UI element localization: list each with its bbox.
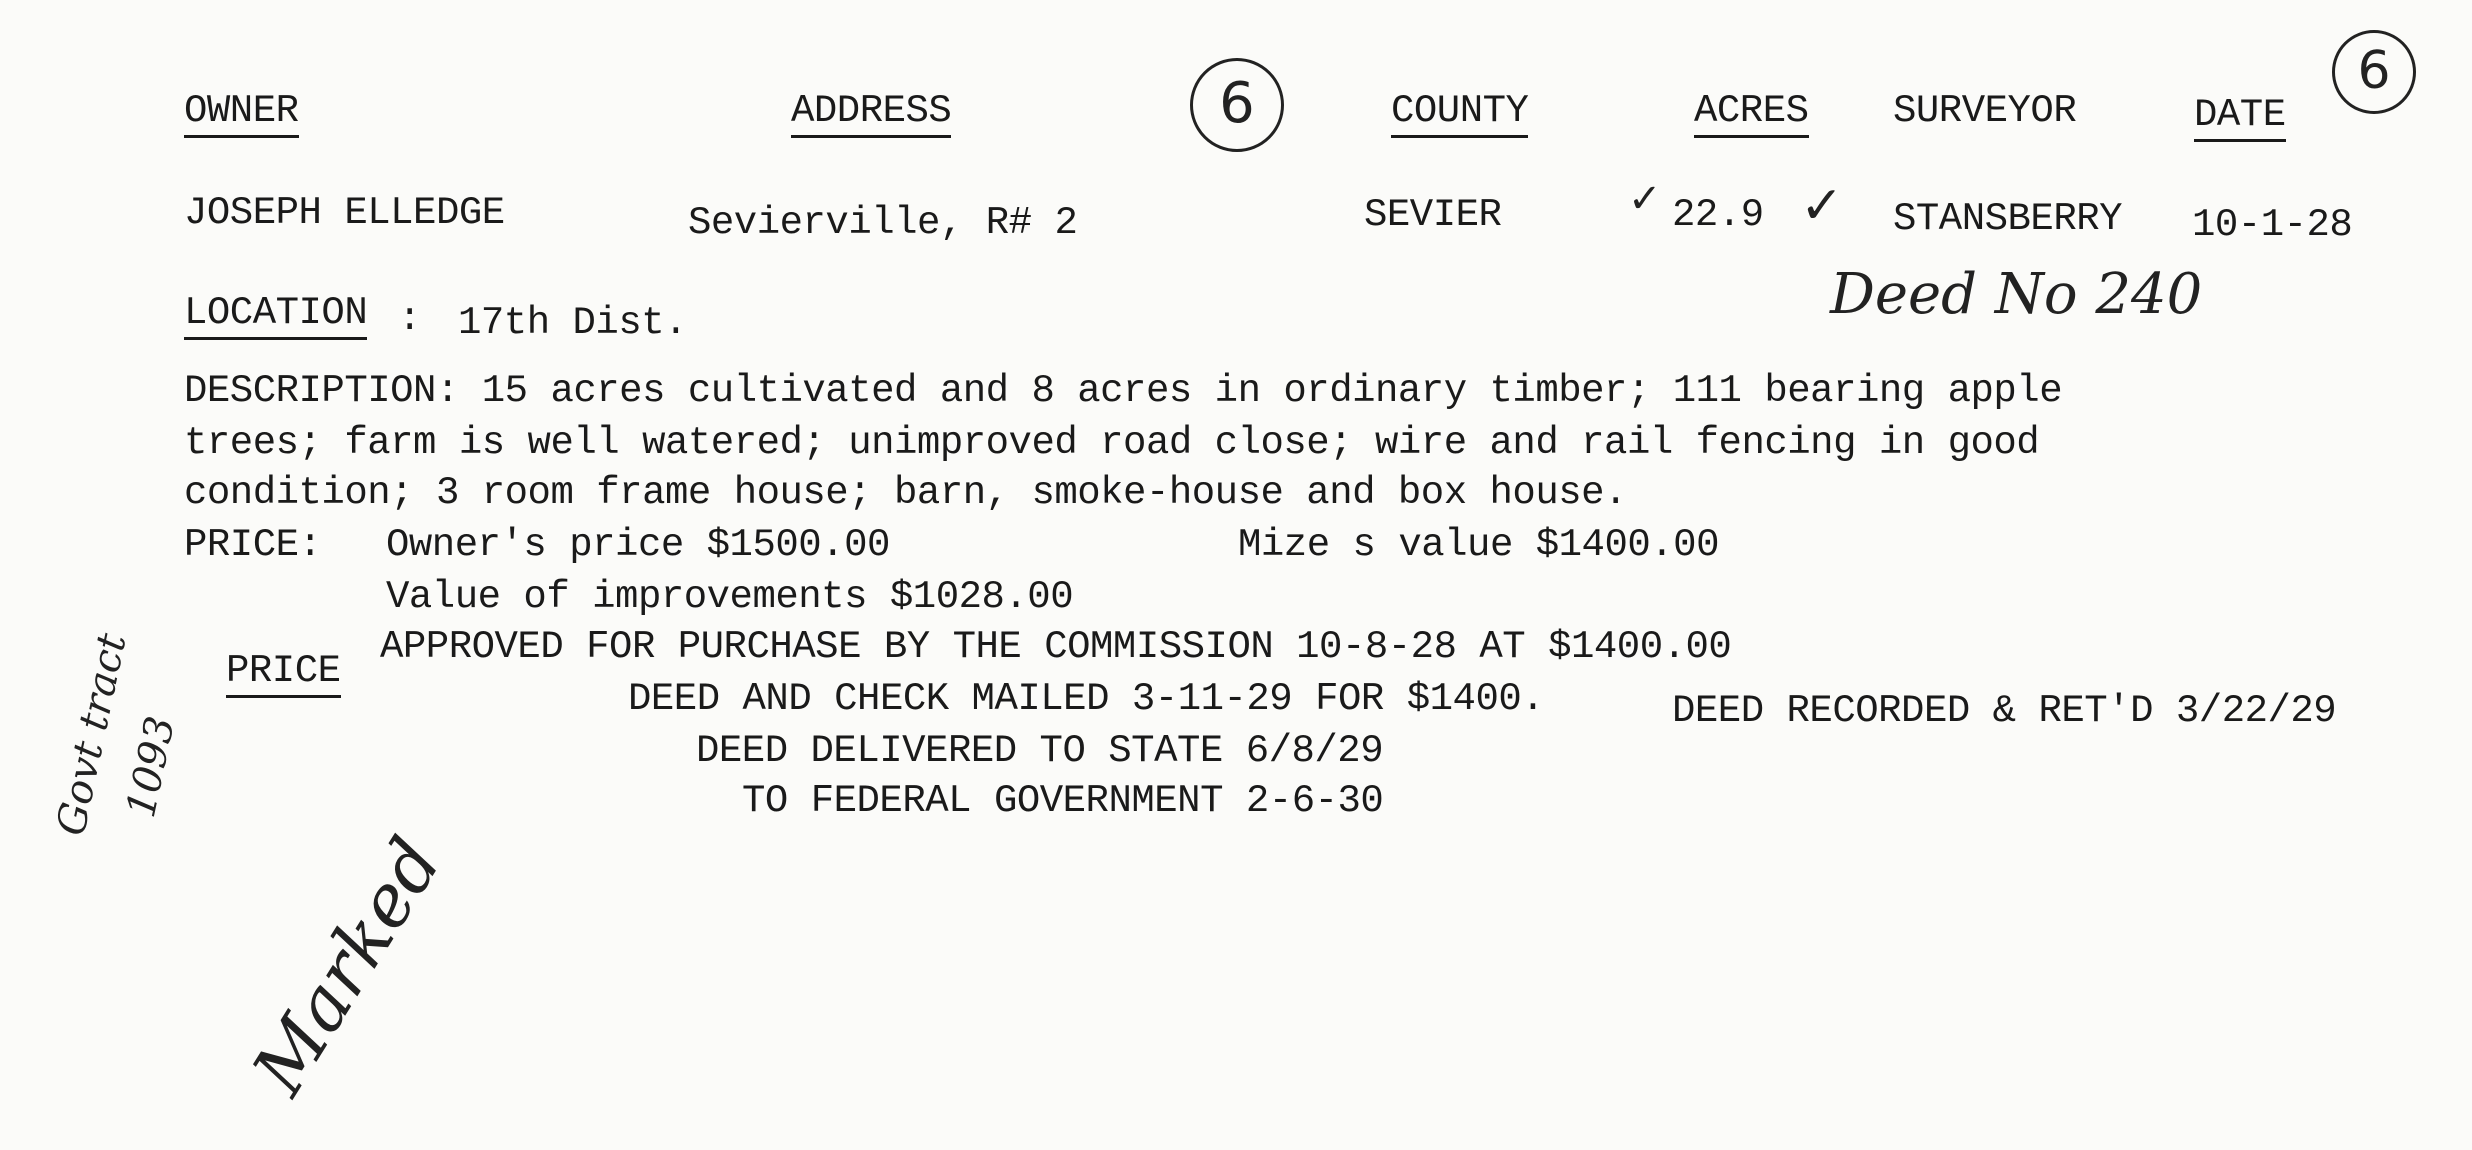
deed-delivered-state: DEED DELIVERED TO STATE 6/8/29 [696,729,1384,773]
record-address: Sevierville, R# 2 [688,201,1078,245]
header-address: ADDRESS [791,92,951,138]
price-section-label: PRICE [226,652,341,698]
header-acres: ACRES [1694,92,1809,138]
approved-for-purchase: APPROVED FOR PURCHASE BY THE COMMISSION 10-8-28 AT $1400.00 [380,625,1732,669]
handwritten-signature: Marked [236,823,458,1109]
improvements-value: Value of improvements $1028.00 [386,575,1074,619]
location-colon: : [398,297,421,341]
record-county: SEVIER [1364,193,1502,237]
federal-government: TO FEDERAL GOVERNMENT 2-6-30 [742,779,1384,823]
deed-check-mailed: DEED AND CHECK MAILED 3-11-29 FOR $1400. [628,677,1545,721]
header-date: DATE [2194,96,2286,142]
margin-note-govt-tract: Govt tract [48,629,136,840]
deed-number-handwritten: Deed No 240 [1830,262,2203,327]
owners-price: Owner's price $1500.00 [386,523,890,567]
circled-number-left: 6 [1190,58,1284,152]
deed-recorded: DEED RECORDED & RET'D 3/22/29 [1672,689,2337,733]
price-label: PRICE: [184,523,322,567]
record-acres: 22.9 [1672,193,1764,237]
description-line-2: trees; farm is well watered; unimproved road close; wire and rail fencing in good [184,421,2040,465]
margin-note-number: 1093 [118,712,185,822]
location-label: LOCATION [184,294,367,340]
header-owner: OWNER [184,92,299,138]
record-date: 10-1-28 [2192,203,2353,247]
record-owner: JOSEPH ELLEDGE [184,191,505,235]
circled-number-right: 6 [2332,30,2416,114]
record-surveyor: STANSBERRY [1893,197,2123,241]
location-value: 17th Dist. [458,301,688,345]
description-line-3: condition; 3 room frame house; barn, smoke-house and box house. [184,471,1627,515]
description-line-1: DESCRIPTION: 15 acres cultivated and 8 acres in ordinary timber; 111 bearing apple [184,369,2063,413]
check-mark-icon: ✓ [1628,176,1662,222]
header-county: COUNTY [1391,92,1528,138]
mize-value: Mize s value $1400.00 [1238,523,1719,567]
header-surveyor: SURVEYOR [1893,89,2077,133]
check-mark-icon: ✓ [1800,176,1844,236]
